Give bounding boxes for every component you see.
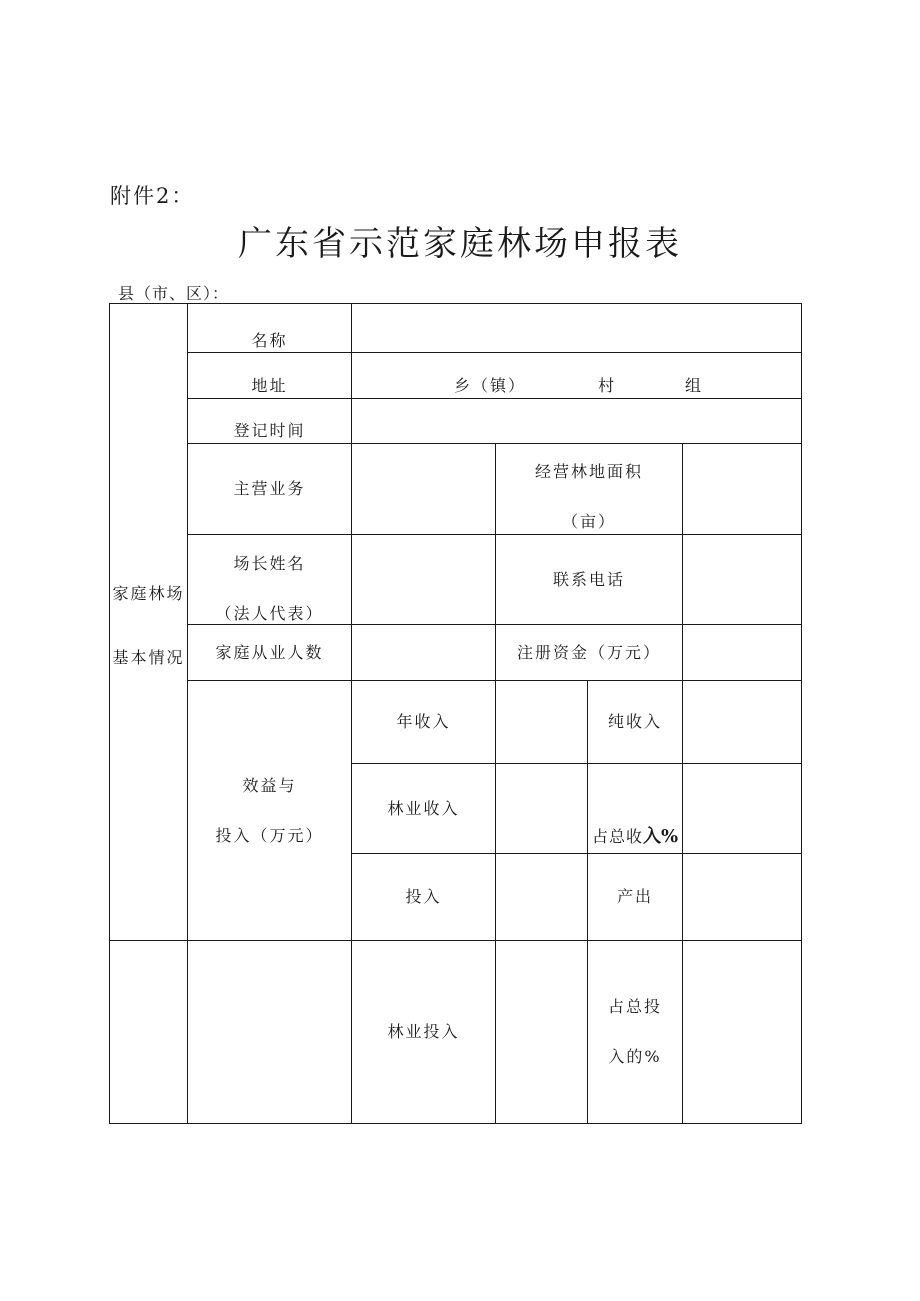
- row-divider: [187, 352, 802, 353]
- employees-label: 家庭从业人数: [215, 642, 324, 662]
- main-business-field[interactable]: [352, 444, 495, 534]
- benefit-label-line2: 投入（万元）: [215, 826, 324, 845]
- forest-area-label: [496, 464, 682, 530]
- address-village[interactable]: 村: [597, 376, 616, 395]
- annual-income-field[interactable]: [496, 681, 587, 763]
- benefit-label: [188, 778, 351, 844]
- attachment-label: 附件2：: [110, 184, 195, 208]
- net-income-field[interactable]: [683, 681, 801, 763]
- name-label: 名称: [251, 331, 288, 350]
- address-group[interactable]: 组: [684, 376, 703, 395]
- section-label-line1: 家庭林场: [112, 584, 185, 603]
- forest-area-field[interactable]: [683, 444, 801, 534]
- income-share-label: [588, 826, 682, 848]
- section-label-line2: 基本情况: [112, 648, 185, 667]
- director-label-line1: 场长姓名: [233, 554, 306, 573]
- investment-field[interactable]: [496, 854, 587, 940]
- main-business-label: 主营业务: [233, 479, 306, 498]
- register-time-field[interactable]: [352, 399, 801, 443]
- director-label: [188, 556, 351, 622]
- investment-share-label: [588, 999, 682, 1065]
- output-label: 产出: [616, 887, 653, 906]
- county-label: 县（市、区）：: [118, 284, 230, 303]
- investment-label: 投入: [405, 887, 442, 906]
- register-time-label: 登记时间: [233, 421, 306, 440]
- name-field[interactable]: [352, 304, 801, 352]
- income-share-label-prefix: 占总收: [591, 827, 643, 846]
- output-field[interactable]: [683, 854, 801, 940]
- table-border-right: [801, 303, 802, 1124]
- investment-share-label-line2: 入的%: [608, 1047, 662, 1066]
- director-label-line2: （法人代表）: [215, 604, 324, 623]
- annual-income-label: 年收入: [396, 712, 451, 731]
- capital-label: 注册资金（万元）: [516, 642, 661, 662]
- forestry-income-label: 林业收入: [387, 798, 460, 818]
- address-town[interactable]: 乡（镇）: [453, 376, 526, 395]
- benefit-label-line1: 效益与: [242, 776, 297, 795]
- forest-area-label-line1: 经营林地面积: [534, 462, 643, 481]
- net-income-label: 纯收入: [607, 712, 662, 731]
- address-label: 地址: [251, 376, 288, 395]
- table-border-left: [109, 303, 110, 1124]
- forestry-investment-label: 林业投入: [387, 1022, 460, 1041]
- page-title: 广东省示范家庭林场申报表: [238, 224, 682, 264]
- phone-field[interactable]: [683, 535, 801, 624]
- forestry-income-field[interactable]: [496, 764, 587, 853]
- forest-area-label-line2: （亩）: [561, 512, 616, 531]
- table-border-bottom: [109, 1123, 802, 1124]
- investment-share-field[interactable]: [683, 941, 801, 1123]
- director-field[interactable]: [352, 535, 495, 624]
- employees-field[interactable]: [352, 625, 495, 680]
- phone-label: 联系电话: [552, 569, 625, 589]
- income-share-field[interactable]: [683, 764, 801, 853]
- income-share-label-suffix: 入%: [642, 826, 679, 847]
- section-label-basic-info: [110, 586, 187, 666]
- forestry-investment-field[interactable]: [496, 941, 587, 1123]
- capital-field[interactable]: [683, 625, 801, 680]
- investment-share-label-line1: 占总投: [607, 997, 662, 1016]
